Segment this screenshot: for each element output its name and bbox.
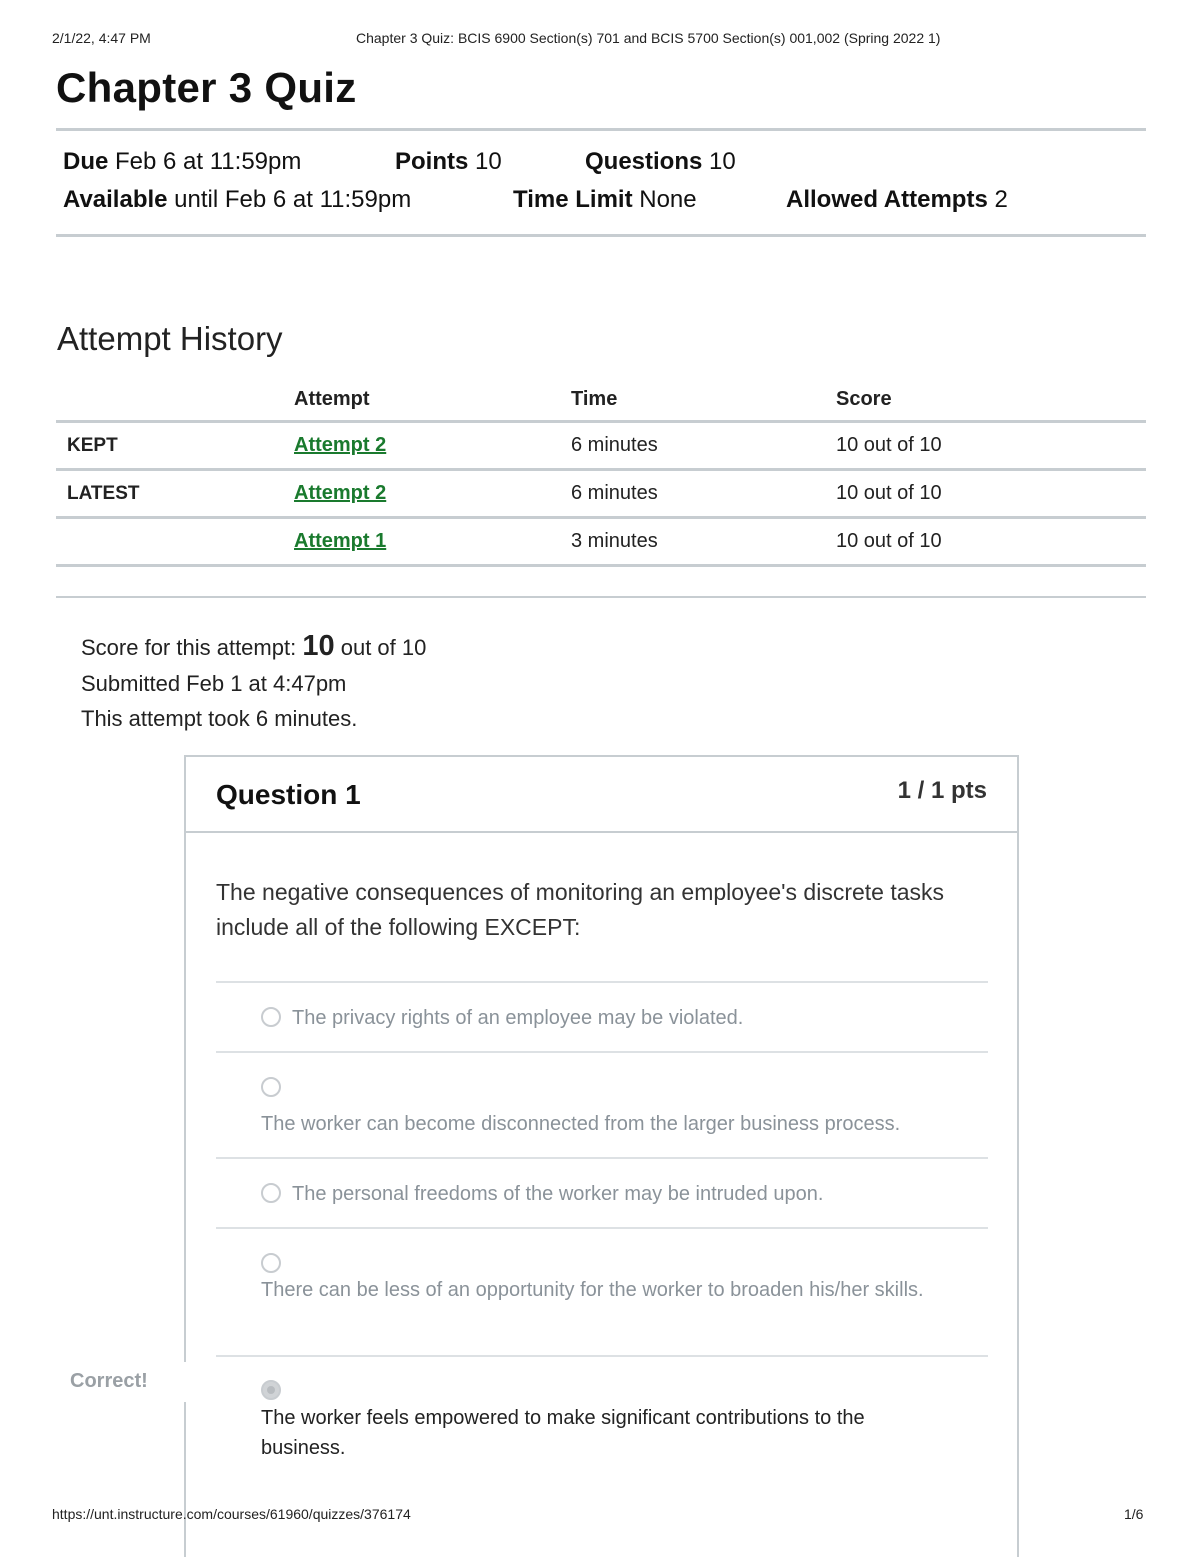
column-header-time: Time <box>571 378 836 422</box>
answer-divider <box>216 1051 988 1053</box>
attempt-score: 10 out of 10 <box>836 518 1146 566</box>
attempt-link[interactable]: Attempt 1 <box>294 530 387 552</box>
score-prefix: Score for this attempt: <box>81 635 297 660</box>
answer-text: The personal freedoms of the worker may be intruded upon. <box>292 1183 824 1205</box>
attempt-time: 3 minutes <box>571 518 836 566</box>
attempt-cell <box>294 470 571 518</box>
available-value: until Feb 6 at 11:59pm <box>174 186 412 213</box>
available-info <box>63 186 411 214</box>
answer-text: There can be less of an opportunity for the worker to broaden his/her skills. <box>261 1279 924 1301</box>
attempt-link[interactable]: Attempt 2 <box>294 434 387 456</box>
questions-label: Questions <box>585 148 703 175</box>
radio-button[interactable] <box>261 1007 281 1027</box>
print-date: 2/1/22, 4:47 PM <box>52 30 151 46</box>
available-label: Available <box>63 186 168 213</box>
allowed-attempts-label: Allowed Attempts <box>786 186 988 213</box>
divider <box>56 128 1146 131</box>
attempt-history-heading: Attempt History <box>57 320 283 357</box>
time-limit-value: None <box>639 186 697 213</box>
answer-divider <box>216 981 988 983</box>
time-limit-info <box>513 186 697 214</box>
divider <box>56 596 1146 598</box>
attempt-duration: This attempt took 6 minutes. <box>81 706 358 731</box>
question-header <box>186 757 1017 833</box>
table-row <box>56 422 1146 470</box>
radio-button[interactable] <box>261 1253 281 1273</box>
column-header-label <box>56 378 294 422</box>
time-limit-label: Time Limit <box>513 186 633 213</box>
attempt-status-label: LATEST <box>56 470 294 518</box>
attempt-time: 6 minutes <box>571 470 836 518</box>
allowed-attempts-value: 2 <box>994 186 1008 213</box>
answer-divider <box>216 1355 988 1357</box>
score-value: 10 <box>302 630 335 662</box>
points-value: 10 <box>475 148 502 175</box>
answer-text: The worker can become disconnected from the larger business process. <box>261 1113 901 1135</box>
attempt-status-label: KEPT <box>56 422 294 470</box>
question-text: The negative consequences of monitoring an employee's discrete tasks include all of the following EXCEPT: <box>216 879 945 940</box>
attempt-cell <box>294 518 571 566</box>
attempt-history-table <box>56 378 1146 567</box>
table-header-row <box>56 378 1146 422</box>
table-row <box>56 470 1146 518</box>
questions-value: 10 <box>709 148 736 175</box>
table-row <box>56 518 1146 566</box>
answer-text: The privacy rights of an employee may be violated. <box>292 1007 744 1029</box>
due-value: Feb 6 at 11:59pm <box>115 148 302 175</box>
attempt-cell <box>294 422 571 470</box>
divider <box>56 234 1146 237</box>
attempt-link[interactable]: Attempt 2 <box>294 482 387 504</box>
correct-marker-gap <box>184 1362 188 1402</box>
points-info <box>395 148 502 176</box>
submitted-time: Submitted Feb 1 at 4:47pm <box>81 671 347 696</box>
due-label: Due <box>63 148 109 175</box>
question-card <box>184 755 1019 1557</box>
allowed-attempts-info <box>786 186 1008 214</box>
radio-button[interactable] <box>261 1183 281 1203</box>
print-page-number: 1/6 <box>1124 1506 1144 1522</box>
answer-text-correct: The worker feels empowered to make significant contributions to the business. <box>261 1407 865 1459</box>
radio-button-selected[interactable] <box>261 1380 281 1400</box>
points-label: Points <box>395 148 469 175</box>
print-page-title: Chapter 3 Quiz: BCIS 6900 Section(s) 701 and BCIS 5700 Section(s) 001,002 (Spring 2022 1) <box>356 30 941 46</box>
answer-divider <box>216 1227 988 1229</box>
due-info <box>63 148 301 176</box>
attempt-score: 10 out of 10 <box>836 470 1146 518</box>
attempt-status-label <box>56 518 294 566</box>
column-header-score: Score <box>836 378 1146 422</box>
attempt-score: 10 out of 10 <box>836 422 1146 470</box>
print-url: https://unt.instructure.com/courses/61960/quizzes/376174 <box>52 1506 411 1522</box>
attempt-time: 6 minutes <box>571 422 836 470</box>
question-points: 1 / 1 pts <box>897 777 987 804</box>
column-header-attempt: Attempt <box>294 378 571 422</box>
answer-divider <box>216 1157 988 1159</box>
quiz-title: Chapter 3 Quiz <box>56 64 357 111</box>
correct-label: Correct! <box>70 1370 148 1392</box>
attempt-score-line <box>81 630 426 663</box>
question-title: Question 1 <box>216 779 361 810</box>
radio-button[interactable] <box>261 1077 281 1097</box>
questions-info <box>585 148 736 176</box>
score-suffix: out of 10 <box>340 635 427 660</box>
